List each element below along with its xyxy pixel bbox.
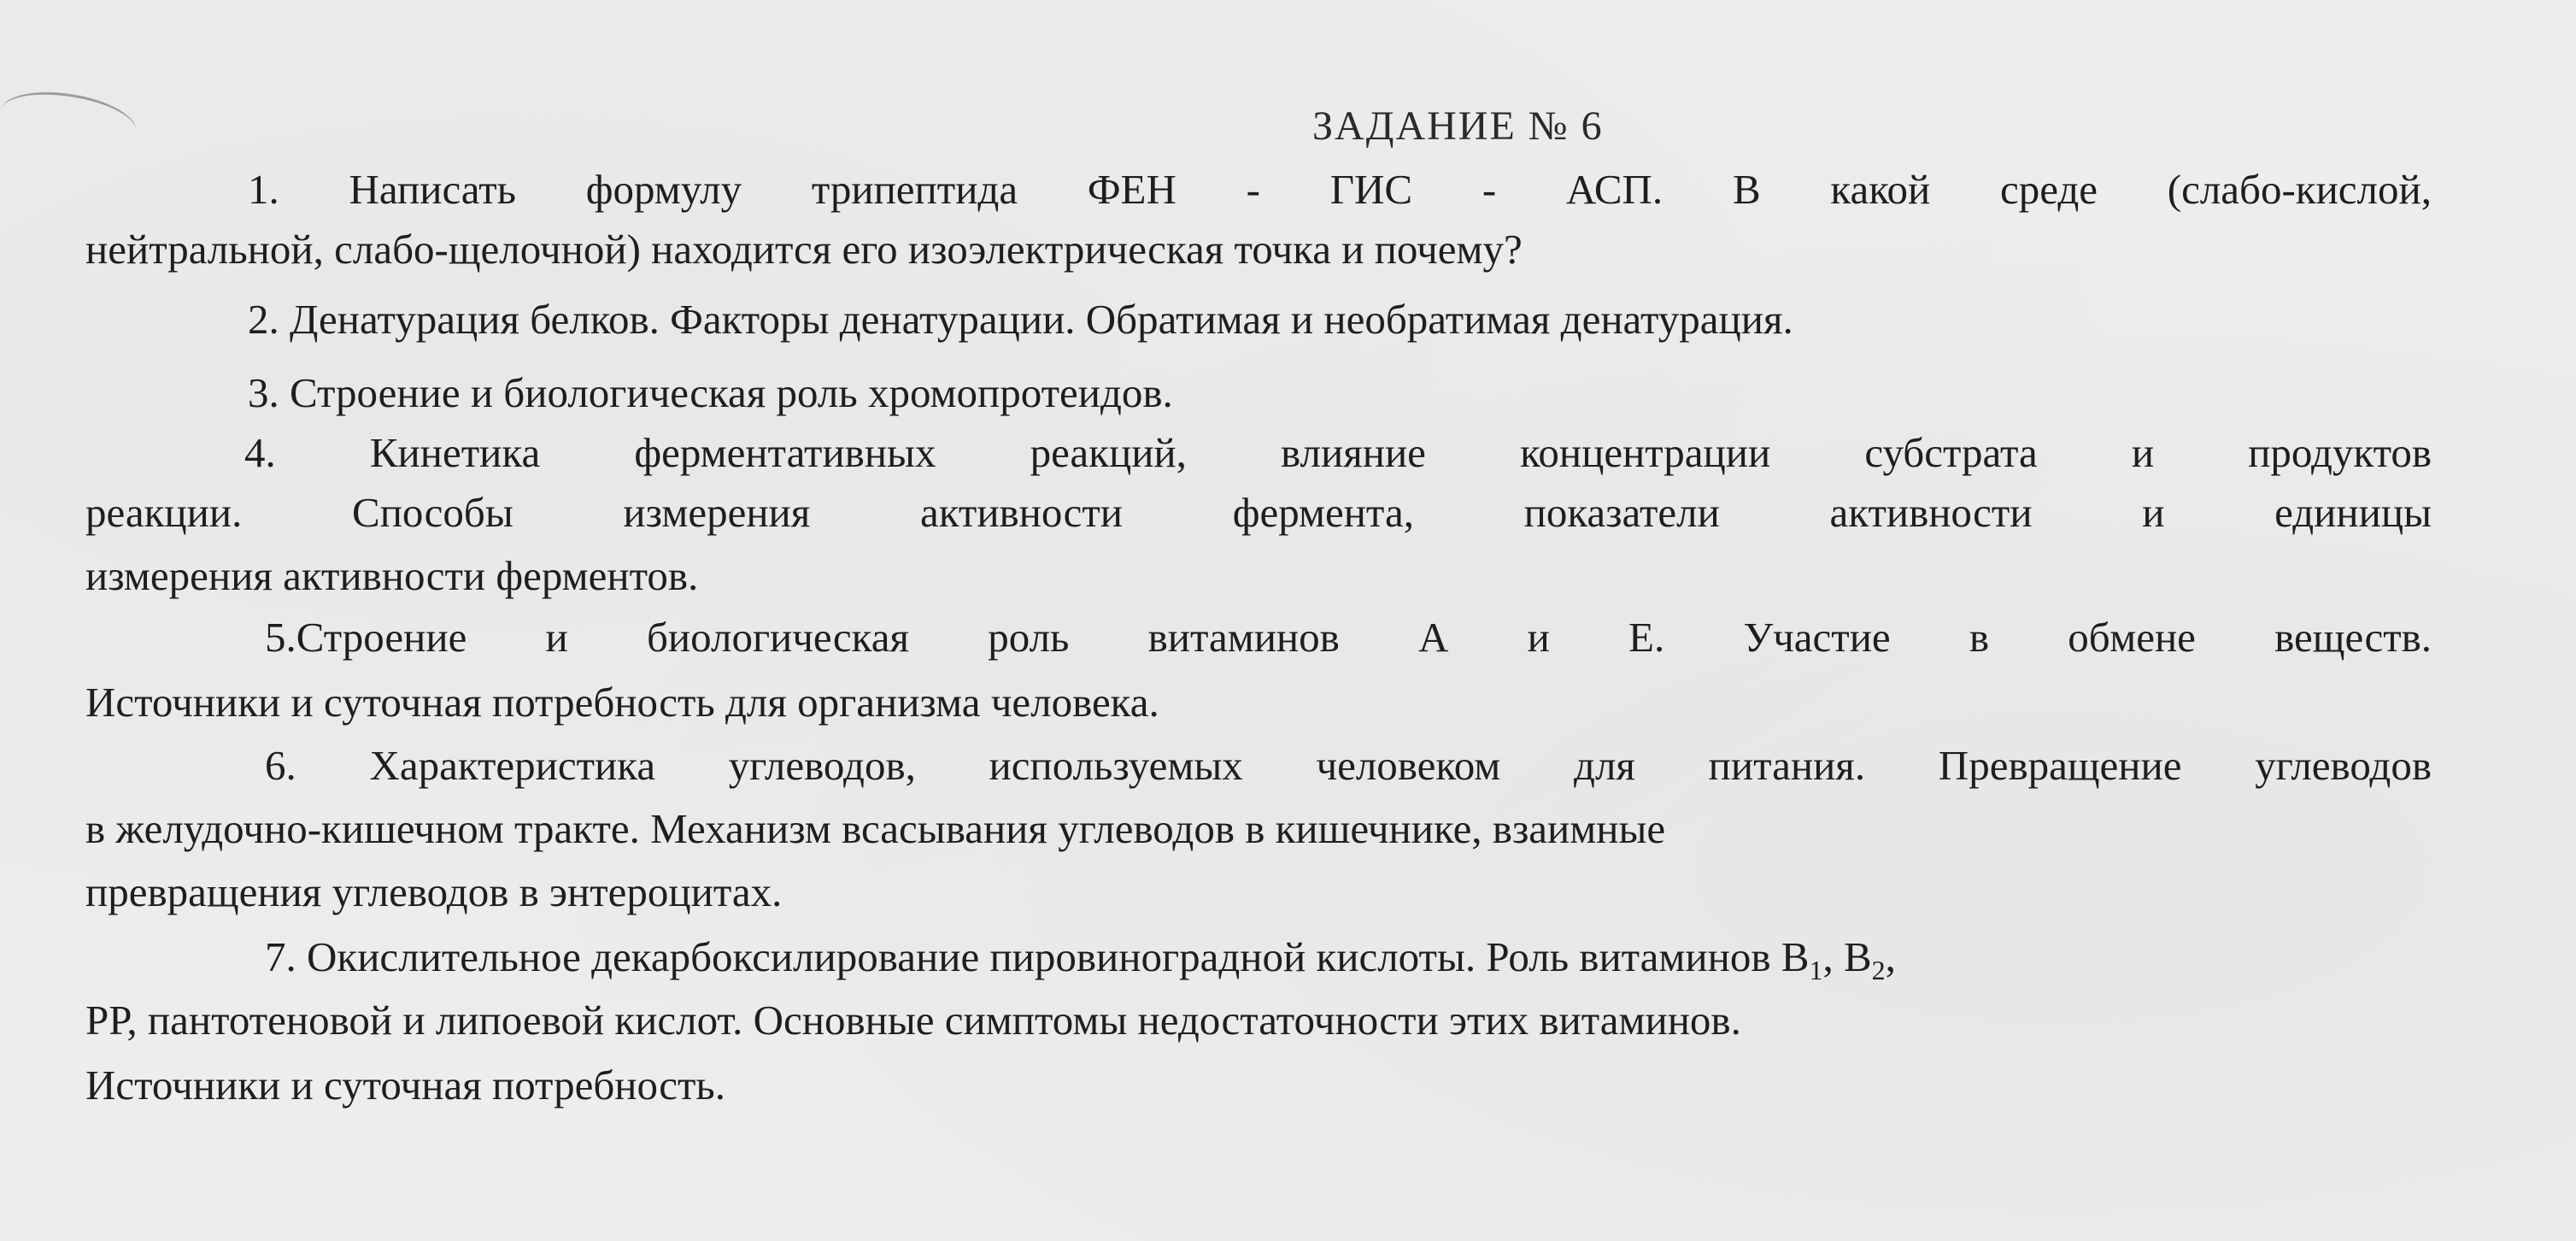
assignment-heading: ЗАДАНИЕ № 6 [1312,103,1604,149]
item-5-line-2: Источники и суточная потребность для организма человека. [85,679,1159,726]
item-5-line-1: 5.Строение и биологическая роль витаминов А и Е. Участие в обмене веществ. [265,614,2432,661]
item-7-line-2: РР, пантотеновой и липоевой кислот. Основные симптомы недостаточности этих витаминов. [85,997,1741,1044]
vitamin-b2-subscript: 2 [1871,955,1886,985]
item-6-line-2: в желудочно-кишечном тракте. Механизм всасывания углеводов в кишечнике, взаимные [85,805,1666,852]
item-6-line-1: 6. Характеристика углеводов, используемых человеком для питания. Превращение углеводов [265,742,2432,789]
item-7-line-1-text: 7. Окислительное декарбоксилирование пировиноградной кислоты. Роль витаминов В [265,933,1810,980]
item-3-line-1: 3. Строение и биологическая роль хромопротеидов. [248,369,1173,416]
vitamin-b1-subscript: 1 [1809,955,1823,985]
item-2-line-1: 2. Денатурация белков. Факторы денатурации. Обратимая и необратимая денатурация. [248,296,1793,343]
item-4-line-3: измерения активности ферментов. [85,552,699,599]
item-7-line-3: Источники и суточная потребность. [85,1062,725,1109]
item-1-line-2: нейтральной, слабо-щелочной) находится его изоэлектрическая точка и почему? [85,226,1523,273]
item-4-line-2: реакции. Способы измерения активности фермента, показатели активности и единицы [85,489,2432,536]
page-edge-smudge [0,84,140,158]
item-7-line-1 [265,932,1896,996]
item-4-line-1: 4. Кинетика ферментативных реакций, влияние концентрации субстрата и продуктов [244,429,2432,476]
item-1-line-1: 1. Написать формулу трипептида ФЕН - ГИС - АСП. В какой среде (слабо-кислой, [248,166,2432,213]
item-7-line-1-text-3: , [1885,933,1896,980]
item-7-line-1-text-2: , В [1822,933,1872,980]
item-6-line-3: превращения углеводов в энтероцитах. [85,868,783,915]
